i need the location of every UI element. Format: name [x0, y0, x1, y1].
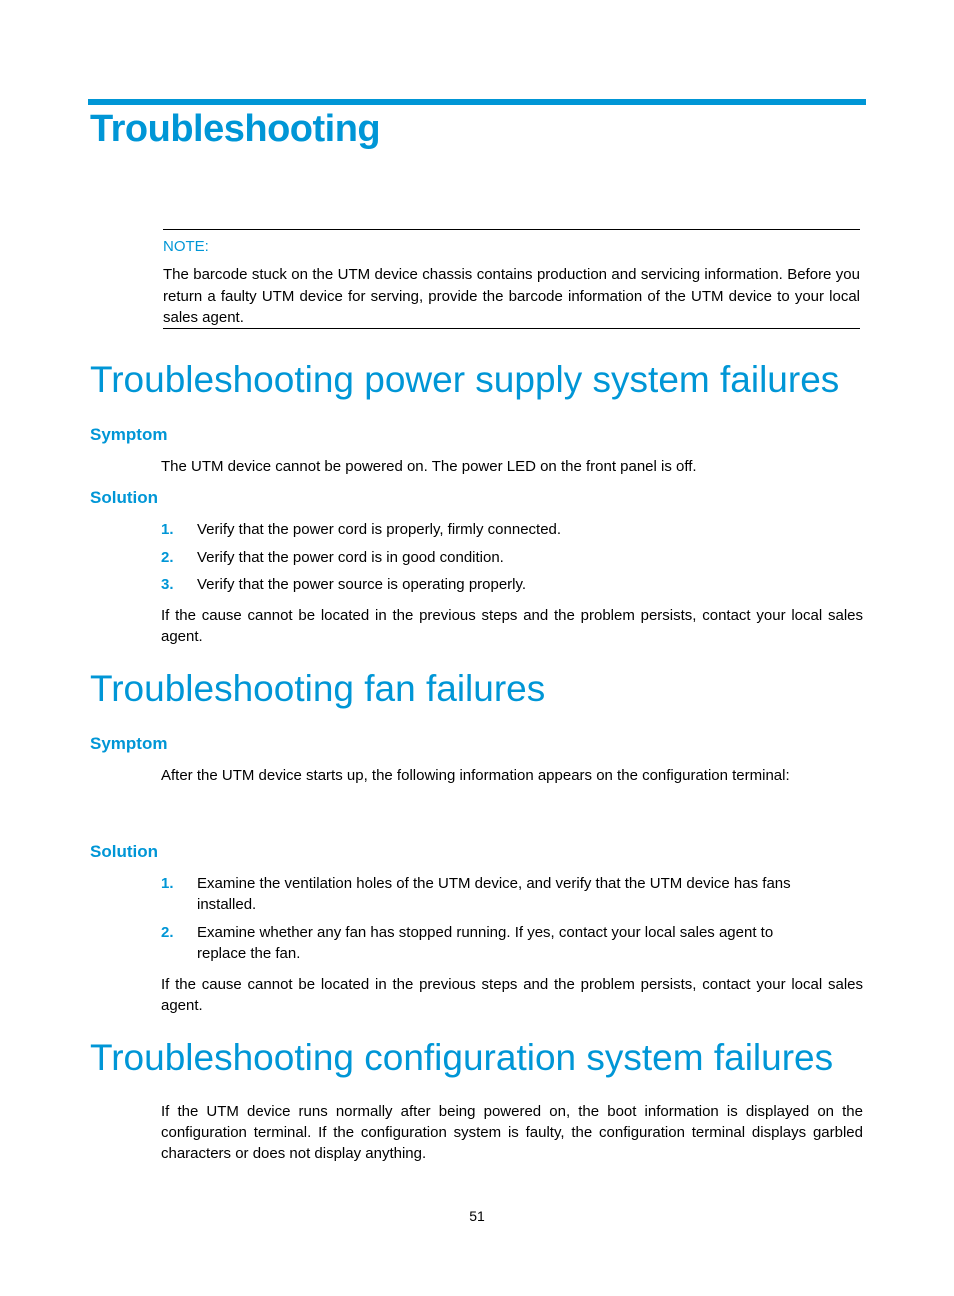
step-text: Examine whether any fan has stopped running. If yes, contact your local sales agent to replace the fan.: [197, 924, 774, 962]
symptom-text-power: The UTM device cannot be powered on. The power LED on the front panel is off.: [161, 458, 697, 475]
body-text-config: If the UTM device runs normally after being powered on, the boot information is displayed on the configuration terminal. If the configuration system is faulty, the configuration terminal displays garbled characters or does not display anything.: [161, 1103, 863, 1162]
step-number: 2.: [161, 549, 174, 566]
section-title-fan: Troubleshooting fan failures: [90, 668, 546, 709]
section-title-config: Troubleshooting configuration system failures: [90, 1037, 834, 1078]
closing-text-power: If the cause cannot be located in the previous steps and the problem persists, contact your local sales agent.: [161, 607, 863, 645]
step-text: Verify that the power source is operating properly.: [197, 576, 527, 593]
chapter-rule: [88, 99, 866, 105]
step-text: Verify that the power cord is in good condition.: [197, 549, 504, 566]
solution-heading-fan: Solution: [90, 842, 158, 861]
symptom-text-fan: After the UTM device starts up, the following information appears on the configuration terminal:: [161, 767, 790, 784]
note-text: The barcode stuck on the UTM device chassis contains production and servicing information. Before you return a faulty UTM device for serving, provide the barcode information of the UTM device to your local sales agent.: [163, 266, 860, 326]
step-text: Verify that the power cord is properly, firmly connected.: [197, 521, 562, 538]
symptom-heading-fan: Symptom: [90, 734, 168, 753]
solution-heading-power: Solution: [90, 488, 158, 507]
chapter-title: Troubleshooting: [90, 108, 381, 150]
note-box: [163, 229, 860, 329]
closing-text-fan: If the cause cannot be located in the previous steps and the problem persists, contact your local sales agent.: [161, 976, 863, 1014]
section-title-power: Troubleshooting power supply system failures: [90, 359, 840, 400]
page-number: 51: [469, 1208, 485, 1224]
step-text: Examine the ventilation holes of the UTM device, and verify that the UTM device has fans installed.: [197, 875, 791, 913]
step-number: 1.: [161, 875, 174, 892]
symptom-heading-power: Symptom: [90, 425, 168, 444]
note-label: NOTE:: [163, 238, 209, 255]
step-number: 3.: [161, 576, 174, 593]
step-number: 2.: [161, 924, 174, 941]
step-number: 1.: [161, 521, 174, 538]
